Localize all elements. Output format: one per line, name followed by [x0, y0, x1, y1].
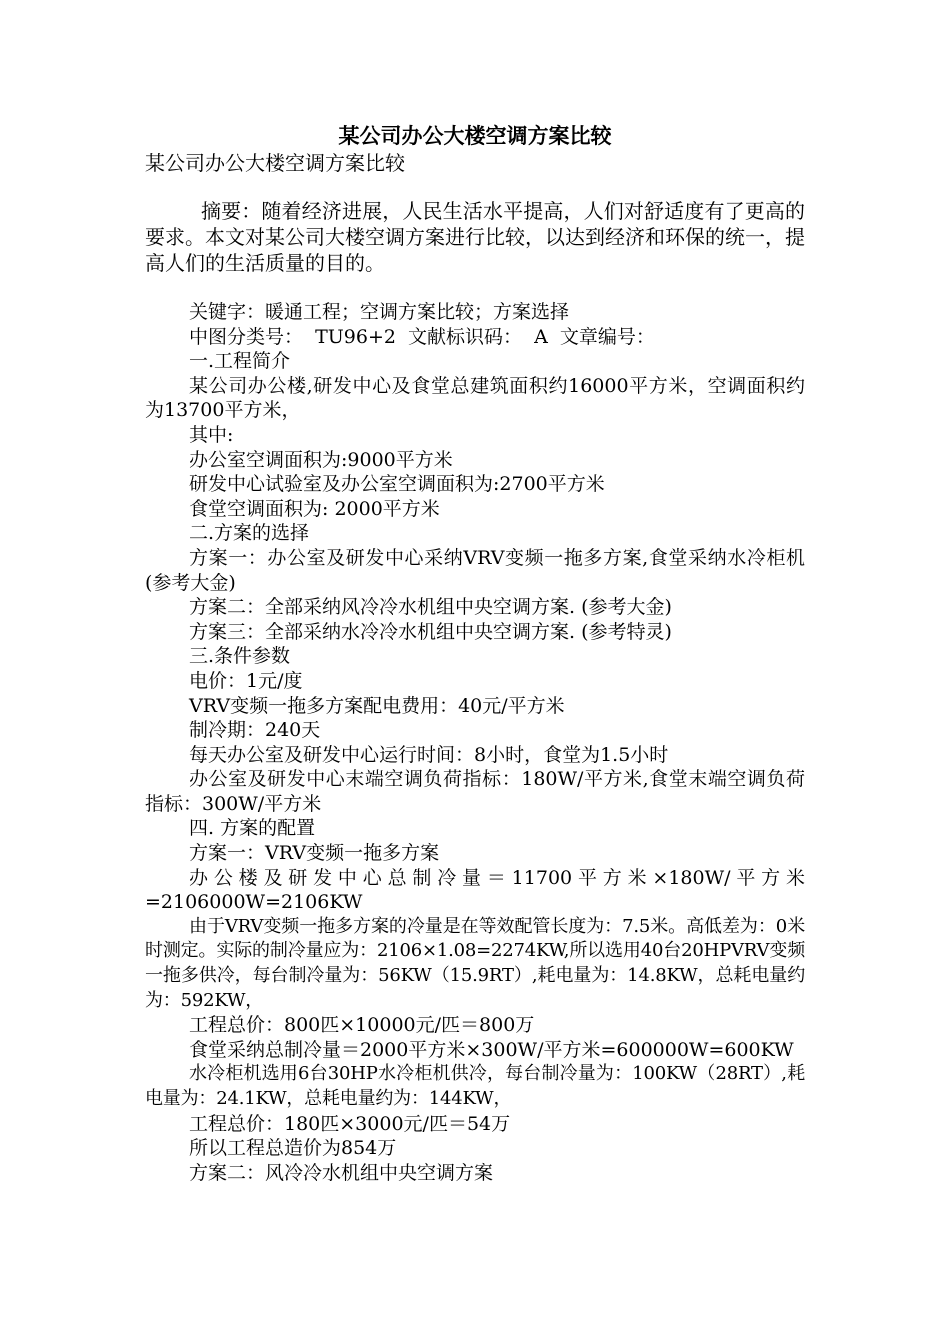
body-paragraph: 办公室空调面积为:9000平方米: [189, 448, 453, 471]
abstract-paragraph: 摘要：随着经济进展，人民生活水平提高，人们对舒适度有了更高的要求。本文对某公司大楼空调方案进行比较，以达到经济和环保的统一，提高人们的生活质量的目的。: [145, 199, 805, 275]
body-paragraph: 方案一：VRV变频一拖多方案: [189, 842, 440, 865]
body-paragraph: 一.工程简介: [189, 350, 291, 373]
body-paragraph: 由于VRV变频一拖多方案的冷量是在等效配管长度为：7.5米。高低差为：0米时测定。实际的制冷量应为：2106×1.08=2274KW,所以选用40台20HPVRV变频一拖多供冷，每台制冷量为：56KW（15.9RT）,耗电量为：14.8KW，总耗电量约为：592KW，: [145, 915, 805, 1011]
body-paragraph: 研发中心试验室及办公室空调面积为:2700平方米: [189, 473, 605, 496]
body-paragraph: 其中:: [189, 423, 234, 446]
body-paragraph: 工程总价：800匹×10000元/匹＝800万: [189, 1014, 535, 1037]
body-paragraph: 制冷期：240天: [189, 719, 321, 742]
body-paragraph: 方案二：风冷冷水机组中央空调方案: [189, 1161, 494, 1184]
body-paragraph: 工程总价：180匹×3000元/匹＝54万: [189, 1112, 511, 1135]
body-paragraph: 二.方案的选择: [189, 522, 310, 545]
body-paragraph: 所以工程总造价为854万: [189, 1137, 397, 1160]
body-paragraph: 关键字：暖通工程；空调方案比较；方案选择: [189, 301, 570, 323]
body-paragraph: 办公楼及研发中心总制冷量＝11700平方米×180W/平方米=2106000W=2106KW: [145, 866, 805, 914]
body-paragraph: 每天办公室及研发中心运行时间：8小时，食堂为1.5小时: [189, 743, 669, 766]
body-paragraph: 办公室及研发中心末端空调负荷指标：180W/平方米,食堂末端空调负荷指标：300W/平方米: [145, 768, 805, 815]
body-paragraph: 食堂采纳总制冷量＝2000平方米×300W/平方米=600000W=600KW: [189, 1038, 794, 1061]
body-paragraph: 方案一：办公室及研发中心采纳VRV变频一拖多方案,食堂采纳水冷柜机(参考大金): [145, 546, 805, 594]
document-title: 某公司办公大楼空调方案比较: [338, 123, 612, 148]
body-paragraph: 方案二：全部采纳风冷冷水机组中央空调方案. (参考大金): [189, 596, 672, 619]
body-paragraph: 食堂空调面积为: 2000平方米: [189, 497, 440, 520]
body-paragraph: 三.条件参数: [189, 645, 291, 668]
body-paragraph: 四. 方案的配置: [189, 817, 316, 840]
body-paragraph: 电价：1元/度: [189, 669, 303, 692]
body-paragraph: VRV变频一拖多方案配电费用：40元/平方米: [189, 694, 565, 717]
body-paragraph: 中图分类号： TU96+2 文献标识码： A 文章编号：: [189, 325, 655, 348]
body-paragraph: 水冷柜机选用6台30HP水冷柜机供冷，每台制冷量为：100KW（28RT）,耗电量为：24.1KW，总耗电量约为：144KW，: [145, 1063, 805, 1109]
body-paragraph: 方案三：全部采纳水冷冷水机组中央空调方案. (参考特灵): [189, 620, 672, 643]
document-page: [145, 122, 805, 1185]
body-paragraphs: [145, 300, 805, 1185]
document-subtitle: 某公司办公大楼空调方案比较: [145, 151, 405, 175]
body-paragraph: 某公司办公楼,研发中心及食堂总建筑面积约16000平方米，空调面积约为13700平方米，: [145, 374, 805, 422]
